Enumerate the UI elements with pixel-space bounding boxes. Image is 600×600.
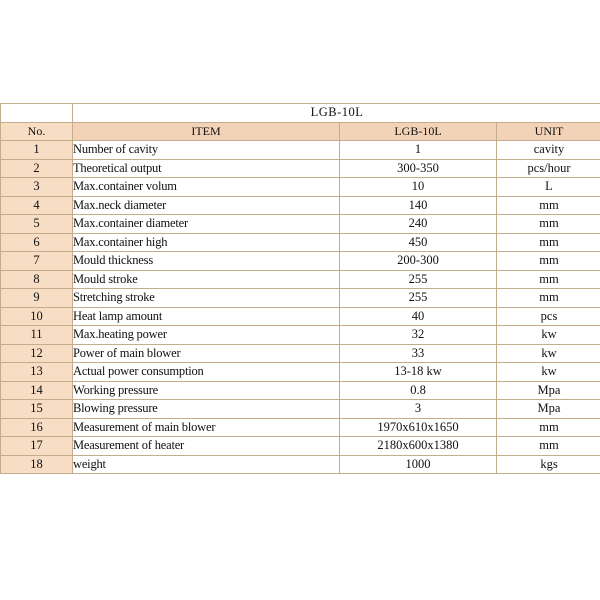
row-value: 2180x600x1380 [340,437,497,456]
row-unit: Mpa [497,400,600,419]
row-value: 13-18 kw [340,363,497,382]
row-number: 1 [1,141,73,160]
row-item: Mould stroke [73,270,340,289]
row-number: 8 [1,270,73,289]
table-row [1,418,600,437]
header-value: LGB-10L [340,122,497,141]
row-number: 7 [1,252,73,271]
row-unit: kw [497,344,600,363]
row-unit: kgs [497,455,600,474]
row-value: 255 [340,289,497,308]
row-value: 1000 [340,455,497,474]
table-row [1,159,600,178]
header-item: ITEM [73,122,340,141]
title-row [1,104,600,123]
table-row [1,326,600,345]
row-unit: mm [497,233,600,252]
row-item: Max.container diameter [73,215,340,234]
row-number: 17 [1,437,73,456]
row-item: Mould thickness [73,252,340,271]
spec-sheet [0,103,600,474]
row-value: 40 [340,307,497,326]
row-item: Measurement of main blower [73,418,340,437]
row-item: Stretching stroke [73,289,340,308]
spec-table [0,103,600,474]
row-item: Measurement of heater [73,437,340,456]
row-number: 6 [1,233,73,252]
table-row [1,196,600,215]
row-value: 3 [340,400,497,419]
row-item: Working pressure [73,381,340,400]
row-unit: mm [497,437,600,456]
row-item: Theoretical output [73,159,340,178]
row-value: 140 [340,196,497,215]
row-value: 450 [340,233,497,252]
row-number: 11 [1,326,73,345]
table-row [1,215,600,234]
row-number: 14 [1,381,73,400]
table-row [1,270,600,289]
row-item: Max.neck diameter [73,196,340,215]
table-row [1,141,600,160]
row-item: Number of cavity [73,141,340,160]
row-unit: mm [497,215,600,234]
row-number: 15 [1,400,73,419]
row-unit: Mpa [497,381,600,400]
table-row [1,455,600,474]
table-row [1,344,600,363]
row-unit: mm [497,252,600,271]
row-number: 3 [1,178,73,197]
row-item: Max.heating power [73,326,340,345]
row-value: 300-350 [340,159,497,178]
row-unit: kw [497,326,600,345]
table-title: LGB-10L [73,104,600,123]
row-item: Max.container volum [73,178,340,197]
row-number: 18 [1,455,73,474]
row-number: 16 [1,418,73,437]
row-item: Heat lamp amount [73,307,340,326]
row-number: 10 [1,307,73,326]
row-item: Max.container high [73,233,340,252]
table-row [1,289,600,308]
table-row [1,178,600,197]
row-item: weight [73,455,340,474]
row-number: 4 [1,196,73,215]
table-row [1,437,600,456]
row-value: 10 [340,178,497,197]
row-unit: L [497,178,600,197]
table-row [1,233,600,252]
row-value: 255 [340,270,497,289]
row-number: 5 [1,215,73,234]
table-row [1,252,600,271]
header-no: No. [1,122,73,141]
row-unit: mm [497,196,600,215]
row-number: 9 [1,289,73,308]
row-item: Power of main blower [73,344,340,363]
row-unit: kw [497,363,600,382]
row-value: 1970x610x1650 [340,418,497,437]
row-unit: cavity [497,141,600,160]
table-row [1,381,600,400]
row-value: 200-300 [340,252,497,271]
row-number: 2 [1,159,73,178]
table-row [1,363,600,382]
header-row [1,122,600,141]
row-value: 32 [340,326,497,345]
row-unit: mm [497,270,600,289]
table-row [1,400,600,419]
row-value: 33 [340,344,497,363]
row-unit: pcs [497,307,600,326]
row-number: 13 [1,363,73,382]
row-number: 12 [1,344,73,363]
row-value: 240 [340,215,497,234]
row-item: Blowing pressure [73,400,340,419]
row-value: 0.8 [340,381,497,400]
row-unit: pcs/hour [497,159,600,178]
row-item: Actual power consumption [73,363,340,382]
table-row [1,307,600,326]
title-blank-cell [1,104,73,123]
row-value: 1 [340,141,497,160]
row-unit: mm [497,289,600,308]
row-unit: mm [497,418,600,437]
header-unit: UNIT [497,122,600,141]
